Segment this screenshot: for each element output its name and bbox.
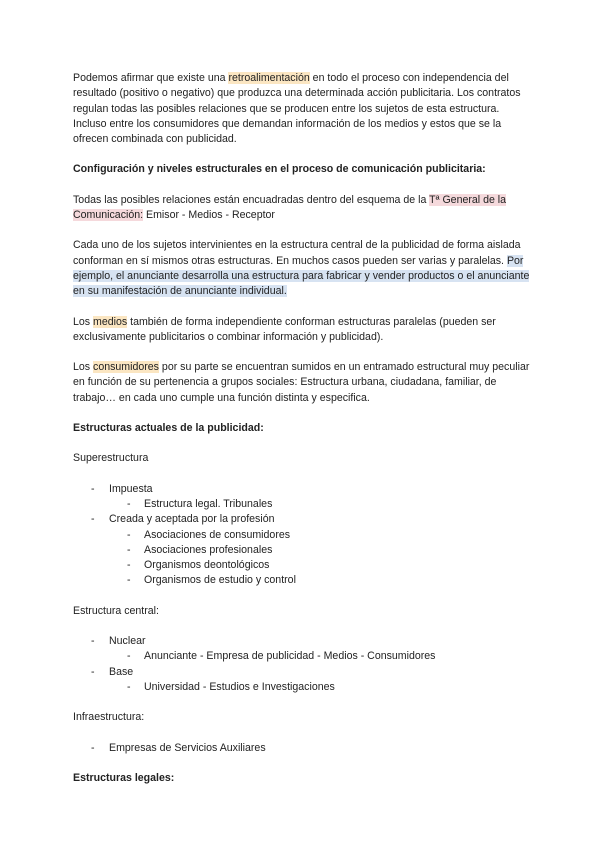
label-estructura-central: Estructura central: [73,604,159,617]
paragraph-teoria-general: Todas las posibles relaciones están encuadradas dentro del esquema de la Tª General de la Comunicación: Emisor - Medios - Receptor [73,193,507,222]
list-item: - Empresas de Servicios Auxiliares [91,741,266,754]
heading-configuracion: Configuración y niveles estructurales en el proceso de comunicación publicitaria: [73,163,486,176]
paragraph-consumidores: Los consumidores por su parte se encuentran sumidos en un entramado estructural muy peculiar en función de su pertenencia a grupos sociales: Estructura urbana, ciudadana, familiar, de trabajo… en cada uno cumple una función distinta y especifica. [73,361,530,404]
heading-estructuras-legales: Estructuras legales: [73,771,175,784]
paragraph-retroalimentacion: Podemos afirmar que existe una retroalimentación en todo el proceso con independencia del resultado (positivo o negativo) que produzca una determinada acción publicitaria. Los contratos regulan todas las posibles relaciones que se producen entre los sujetos de esta estructura. Incluso entre los consumidores que demandan información de los medios y estos que se la ofrecen combinada con publicidad. [73,72,521,146]
list-item: - Estructura legal. Tribunales [127,497,273,510]
list-estructura-central [73,634,530,695]
list-item: - Anunciante - Empresa de publicidad - Medios - Consumidores [127,650,436,663]
label-superestructura: Superestructura [73,452,149,465]
list-item: - Impuesta [91,482,153,495]
list-item: - Base [91,665,134,678]
list-superestructura [73,482,530,589]
list-item: - Organismos deontológicos [127,559,270,572]
highlight-teoria-general: Tª General de la Comunicación: [73,193,507,222]
highlight-consumidores: consumidores [93,361,159,374]
list-item: - Asociaciones de consumidores [127,528,291,541]
heading-estructuras-actuales: Estructuras actuales de la publicidad: [73,422,264,435]
paragraph-sujetos: Cada uno de los sujetos intervinientes en la estructura central de la publicidad de forma aislada conforman en sí mismos otras estructuras. En muchos casos pueden ser varias y paralelas. Por ejemplo, el anunciante desarrolla una estructura para fabricar y vender productos o el anunciante en su manifestación de anunciante individual. [73,239,530,298]
paragraph-medios: Los medios también de forma independiente conforman estructuras paralelas (pueden ser exclusivamente publicitarios o combinar información y publicidad). [73,315,496,343]
list-item: - Organismos de estudio y control [127,574,296,587]
list-item: - Universidad - Estudios e Investigaciones [127,680,335,693]
label-infraestructura: Infraestructura: [73,711,145,724]
list-item: - Creada y aceptada por la profesión [91,513,275,526]
highlight-medios: medios [93,315,128,328]
highlight-retroalimentacion: retroalimentación [228,72,310,84]
highlight-anunciante-ejemplo: Por ejemplo, el anunciante desarrolla una estructura para fabricar y vender productos o el anunciante en su manifestación de anunciante individual. [73,254,530,298]
list-item: - Asociaciones profesionales [127,543,273,556]
list-item: - Nuclear [91,635,146,648]
list-infraestructura [73,741,530,756]
